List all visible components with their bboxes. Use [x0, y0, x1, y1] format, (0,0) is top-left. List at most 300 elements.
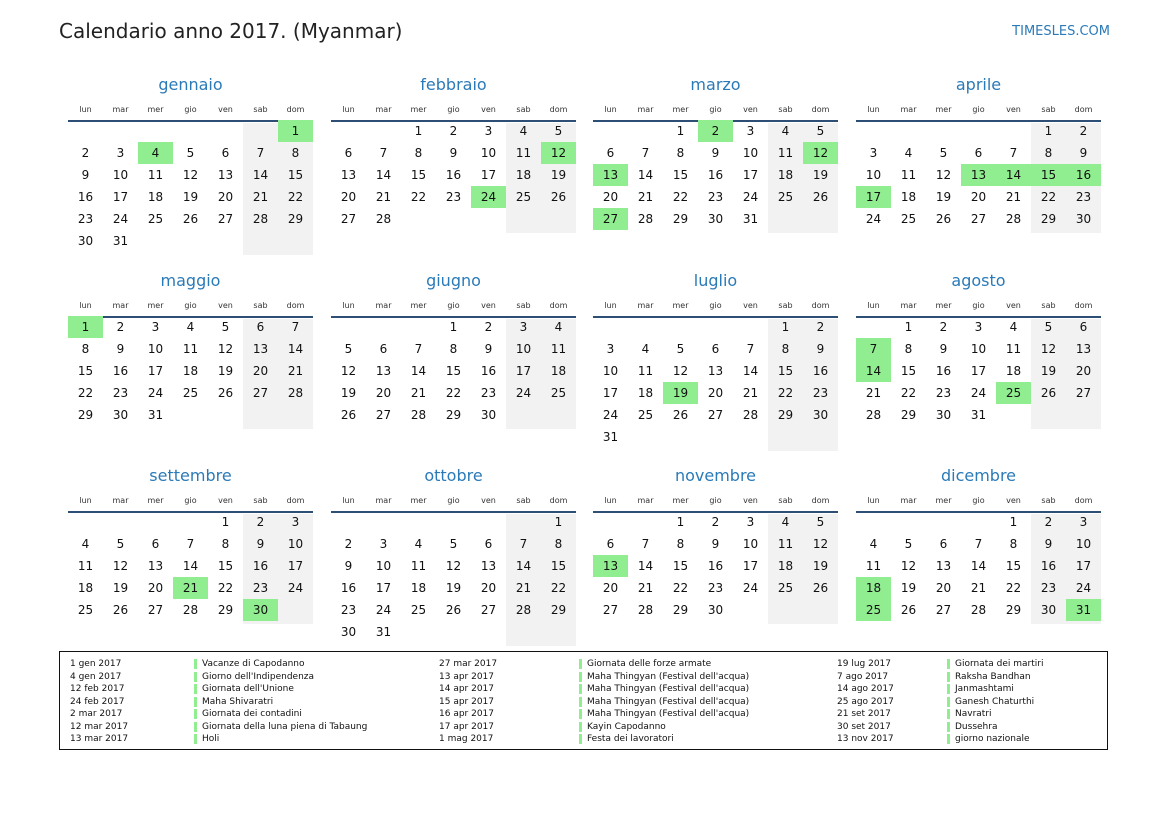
holiday-date: 24 feb 2017 — [70, 696, 125, 707]
day-cell: 25 — [410, 603, 427, 617]
weekday-label: ven — [218, 496, 233, 505]
weekday-label: gio — [972, 105, 985, 114]
day-cell: 25 — [637, 408, 654, 422]
day-cell: 18 — [1005, 364, 1022, 378]
day-cell: 6 — [221, 146, 230, 160]
day-cell: 15 — [287, 168, 304, 182]
weekday-label: mar — [112, 496, 129, 505]
day-cell: 10 — [287, 537, 304, 551]
day-cell: 31 — [147, 408, 164, 422]
month-name: agosto — [951, 271, 1006, 290]
day-cell: 7 — [641, 146, 650, 160]
holiday-day-cell: 31 — [1066, 599, 1101, 621]
day-cell: 24 — [147, 386, 164, 400]
day-cell: 25 — [777, 581, 794, 595]
month-name: dicembre — [940, 466, 1017, 485]
weekday-label: lun — [79, 496, 92, 505]
day-cell: 28 — [865, 408, 882, 422]
month-name: giugno — [426, 271, 481, 290]
holiday-day-cell: 30 — [243, 599, 278, 621]
holiday-date: 15 apr 2017 — [439, 696, 495, 707]
holiday-row — [70, 683, 430, 696]
holiday-marker — [194, 672, 197, 682]
day-cell: 21 — [287, 364, 304, 378]
holiday-day-cell: 13 — [593, 555, 628, 577]
holiday-marker — [947, 684, 950, 694]
holiday-marker — [947, 722, 950, 732]
day-cell: 1 — [1009, 515, 1018, 529]
weekday-label: mar — [637, 301, 654, 310]
day-cell: 24 — [865, 212, 882, 226]
day-cell: 12 — [445, 559, 462, 573]
holiday-name: Janmashtami — [955, 684, 1014, 694]
day-cell: 10 — [147, 342, 164, 356]
day-cell: 5 — [676, 342, 685, 356]
holiday-column — [837, 658, 1169, 746]
day-cell: 10 — [480, 146, 497, 160]
day-cell: 30 — [1040, 603, 1057, 617]
day-cell: 3 — [974, 320, 983, 334]
day-cell: 31 — [375, 625, 392, 639]
day-cell: 13 — [480, 559, 497, 573]
day-cell: 25 — [550, 386, 567, 400]
day-cell: 14 — [742, 364, 759, 378]
day-cell: 8 — [81, 342, 90, 356]
day-cell: 3 — [1079, 515, 1088, 529]
weekday-label: lun — [867, 105, 880, 114]
holiday-day-cell: 27 — [593, 208, 628, 230]
holiday-name: Vacanze di Capodanno — [202, 659, 305, 669]
weekday-label: dom — [286, 105, 305, 114]
weekday-label: lun — [342, 105, 355, 114]
weekday-label: mer — [935, 105, 952, 114]
day-cell: 29 — [672, 212, 689, 226]
weekday-label: mer — [935, 496, 952, 505]
day-cell: 15 — [410, 168, 427, 182]
day-cell: 14 — [375, 168, 392, 182]
day-cell: 4 — [554, 320, 563, 334]
day-cell: 23 — [707, 581, 724, 595]
day-cell: 17 — [112, 190, 129, 204]
weekday-label: dom — [811, 496, 830, 505]
weekday-label: sab — [1041, 301, 1056, 310]
day-cell: 10 — [970, 342, 987, 356]
day-cell: 2 — [449, 124, 458, 138]
holiday-day-cell: 1 — [68, 316, 103, 338]
day-cell: 6 — [711, 342, 720, 356]
day-cell: 16 — [77, 190, 94, 204]
holiday-date: 14 ago 2017 — [837, 684, 894, 694]
holiday-row — [837, 708, 1169, 721]
day-cell: 12 — [112, 559, 129, 573]
holiday-marker — [947, 672, 950, 682]
day-cell: 4 — [186, 320, 195, 334]
day-cell: 30 — [1075, 212, 1092, 226]
day-cell: 17 — [515, 364, 532, 378]
holiday-row — [439, 683, 799, 696]
day-cell: 8 — [676, 146, 685, 160]
day-cell: 28 — [515, 603, 532, 617]
day-cell: 7 — [641, 537, 650, 551]
holiday-marker — [579, 659, 582, 669]
day-cell: 9 — [484, 342, 493, 356]
holiday-marker — [579, 672, 582, 682]
weekday-label: dom — [1074, 105, 1093, 114]
day-cell: 9 — [816, 342, 825, 356]
day-cell: 10 — [375, 559, 392, 573]
day-cell: 5 — [221, 320, 230, 334]
holiday-name: Maha Thingyan (Festival dell'acqua) — [587, 696, 750, 707]
day-cell: 17 — [375, 581, 392, 595]
day-cell: 6 — [1079, 320, 1088, 334]
weekday-label: ven — [1006, 496, 1021, 505]
weekday-label: ven — [218, 105, 233, 114]
day-cell: 8 — [1044, 146, 1053, 160]
brand-link[interactable]: TIMESLES.COM — [1012, 24, 1110, 39]
day-cell: 28 — [375, 212, 392, 226]
holiday-marker — [194, 722, 197, 732]
day-cell: 13 — [340, 168, 357, 182]
day-cell: 2 — [711, 515, 720, 529]
day-cell: 10 — [742, 537, 759, 551]
holiday-row — [439, 671, 799, 684]
day-cell: 13 — [375, 364, 392, 378]
day-cell: 17 — [602, 386, 619, 400]
holiday-marker — [194, 684, 197, 694]
day-cell: 2 — [344, 537, 353, 551]
day-cell: 15 — [445, 364, 462, 378]
day-cell: 3 — [116, 146, 125, 160]
day-cell: 18 — [777, 559, 794, 573]
day-cell: 20 — [602, 581, 619, 595]
weekday-label: dom — [549, 301, 568, 310]
weekday-label: gio — [709, 301, 722, 310]
holiday-date: 13 nov 2017 — [837, 734, 894, 744]
day-cell: 27 — [602, 603, 619, 617]
day-cell: 22 — [550, 581, 567, 595]
day-cell: 13 — [217, 168, 234, 182]
holiday-date: 16 apr 2017 — [439, 709, 495, 719]
month-name: aprile — [955, 75, 1002, 94]
holiday-marker — [194, 697, 197, 707]
day-cell: 23 — [77, 212, 94, 226]
day-cell: 4 — [414, 537, 423, 551]
day-cell: 1 — [904, 320, 913, 334]
day-cell: 6 — [344, 146, 353, 160]
day-cell: 27 — [707, 408, 724, 422]
holiday-column — [439, 658, 799, 746]
day-cell: 15 — [900, 364, 917, 378]
day-cell: 3 — [746, 124, 755, 138]
holiday-row — [70, 671, 430, 684]
month-name: marzo — [690, 75, 741, 94]
holiday-date: 30 set 2017 — [837, 721, 891, 732]
day-cell: 11 — [900, 168, 917, 182]
day-cell: 14 — [182, 559, 199, 573]
weekday-label: dom — [286, 496, 305, 505]
day-cell: 9 — [711, 537, 720, 551]
holiday-date: 4 gen 2017 — [70, 671, 122, 682]
day-cell: 17 — [742, 168, 759, 182]
weekday-label: sab — [516, 496, 531, 505]
day-cell: 26 — [445, 603, 462, 617]
day-cell: 16 — [707, 168, 724, 182]
holiday-day-cell: 17 — [856, 186, 891, 208]
weekday-label: mer — [935, 301, 952, 310]
day-cell: 6 — [151, 537, 160, 551]
day-cell: 1 — [676, 515, 685, 529]
day-cell: 29 — [77, 408, 94, 422]
day-cell: 3 — [484, 124, 493, 138]
day-cell: 21 — [637, 190, 654, 204]
day-cell: 28 — [1005, 212, 1022, 226]
holiday-row — [837, 658, 1169, 671]
day-cell: 5 — [186, 146, 195, 160]
day-cell: 12 — [672, 364, 689, 378]
day-cell: 27 — [1075, 386, 1092, 400]
day-cell: 25 — [182, 386, 199, 400]
day-cell: 3 — [519, 320, 528, 334]
day-cell: 12 — [217, 342, 234, 356]
month-name: novembre — [674, 466, 757, 485]
day-cell: 18 — [900, 190, 917, 204]
holiday-marker — [194, 709, 197, 719]
weekday-label: sab — [778, 301, 793, 310]
day-cell: 14 — [637, 168, 654, 182]
holiday-marker — [947, 734, 950, 744]
day-cell: 26 — [112, 603, 129, 617]
holiday-marker — [579, 722, 582, 732]
day-cell: 15 — [550, 559, 567, 573]
day-cell: 2 — [816, 320, 825, 334]
day-cell: 21 — [515, 581, 532, 595]
day-cell: 27 — [340, 212, 357, 226]
day-cell: 16 — [112, 364, 129, 378]
day-cell: 11 — [777, 537, 794, 551]
holiday-day-cell: 15 — [1031, 164, 1066, 186]
day-cell: 20 — [480, 581, 497, 595]
day-cell: 5 — [116, 537, 125, 551]
day-cell: 19 — [112, 581, 129, 595]
day-cell: 11 — [777, 146, 794, 160]
day-cell: 12 — [900, 559, 917, 573]
day-cell: 25 — [77, 603, 94, 617]
day-cell: 19 — [445, 581, 462, 595]
day-cell: 16 — [812, 364, 829, 378]
day-cell: 15 — [1005, 559, 1022, 573]
holiday-day-cell: 14 — [856, 360, 891, 382]
weekday-label: mar — [375, 496, 392, 505]
day-cell: 4 — [904, 146, 913, 160]
weekday-label: sab — [1041, 496, 1056, 505]
holiday-day-cell: 13 — [961, 164, 996, 186]
day-cell: 4 — [81, 537, 90, 551]
day-cell: 8 — [676, 537, 685, 551]
holiday-marker — [194, 659, 197, 669]
holiday-date: 14 apr 2017 — [439, 684, 495, 694]
holiday-day-cell: 14 — [996, 164, 1031, 186]
day-cell: 6 — [939, 537, 948, 551]
weekday-label: gio — [709, 105, 722, 114]
day-cell: 27 — [970, 212, 987, 226]
day-cell: 26 — [900, 603, 917, 617]
holiday-day-cell: 7 — [856, 338, 891, 360]
day-cell: 30 — [707, 212, 724, 226]
day-cell: 9 — [449, 146, 458, 160]
day-cell: 29 — [550, 603, 567, 617]
weekday-label: gio — [972, 496, 985, 505]
day-cell: 7 — [291, 320, 300, 334]
day-cell: 30 — [812, 408, 829, 422]
day-cell: 8 — [781, 342, 790, 356]
weekday-label: ven — [743, 496, 758, 505]
weekday-label: sab — [253, 496, 268, 505]
day-cell: 11 — [550, 342, 567, 356]
weekday-label: gio — [447, 496, 460, 505]
holiday-date: 25 ago 2017 — [837, 696, 894, 707]
day-cell: 27 — [147, 603, 164, 617]
day-cell: 25 — [147, 212, 164, 226]
day-cell: 8 — [221, 537, 230, 551]
day-cell: 24 — [742, 581, 759, 595]
day-cell: 26 — [217, 386, 234, 400]
day-cell: 1 — [676, 124, 685, 138]
day-cell: 30 — [480, 408, 497, 422]
day-cell: 31 — [742, 212, 759, 226]
day-cell: 4 — [869, 537, 878, 551]
weekday-label: ven — [481, 496, 496, 505]
day-cell: 7 — [746, 342, 755, 356]
day-cell: 20 — [602, 190, 619, 204]
weekday-label: lun — [867, 496, 880, 505]
day-cell: 13 — [147, 559, 164, 573]
day-cell: 19 — [217, 364, 234, 378]
weekday-label: gio — [972, 301, 985, 310]
weekday-label: gio — [184, 301, 197, 310]
day-cell: 8 — [291, 146, 300, 160]
day-cell: 5 — [904, 537, 913, 551]
weekday-label: mar — [112, 105, 129, 114]
day-cell: 20 — [147, 581, 164, 595]
holiday-row — [837, 696, 1169, 709]
weekday-label: mer — [410, 301, 427, 310]
weekday-label: gio — [184, 105, 197, 114]
day-cell: 26 — [340, 408, 357, 422]
day-cell: 15 — [777, 364, 794, 378]
day-cell: 3 — [379, 537, 388, 551]
day-cell: 4 — [1009, 320, 1018, 334]
day-cell: 19 — [1040, 364, 1057, 378]
day-cell: 28 — [742, 408, 759, 422]
month-rule — [331, 511, 576, 513]
weekday-label: ven — [743, 105, 758, 114]
weekday-label: mer — [410, 105, 427, 114]
day-cell: 8 — [904, 342, 913, 356]
holiday-date: 1 mag 2017 — [439, 734, 494, 744]
day-cell: 5 — [344, 342, 353, 356]
day-cell: 5 — [816, 515, 825, 529]
day-cell: 24 — [375, 603, 392, 617]
day-cell: 29 — [217, 603, 234, 617]
day-cell: 22 — [445, 386, 462, 400]
holiday-date: 7 ago 2017 — [837, 671, 889, 682]
day-cell: 3 — [746, 515, 755, 529]
day-cell: 18 — [147, 190, 164, 204]
day-cell: 14 — [637, 559, 654, 573]
day-cell: 24 — [742, 190, 759, 204]
day-cell: 30 — [112, 408, 129, 422]
holiday-name: Maha Thingyan (Festival dell'acqua) — [587, 671, 750, 682]
weekday-label: dom — [549, 105, 568, 114]
day-cell: 20 — [935, 581, 952, 595]
day-cell: 31 — [602, 430, 619, 444]
day-cell: 21 — [865, 386, 882, 400]
month-name: maggio — [160, 271, 221, 290]
holiday-row — [70, 658, 430, 671]
holiday-date: 1 gen 2017 — [70, 659, 122, 669]
holiday-row — [439, 658, 799, 671]
day-cell: 27 — [217, 212, 234, 226]
day-cell: 18 — [77, 581, 94, 595]
weekday-label: dom — [1074, 496, 1093, 505]
holiday-day-cell: 1 — [278, 120, 313, 142]
day-cell: 23 — [252, 581, 269, 595]
holiday-date: 13 apr 2017 — [439, 671, 495, 682]
day-cell: 5 — [449, 537, 458, 551]
holiday-name: Kayin Capodanno — [587, 721, 666, 732]
day-cell: 18 — [777, 168, 794, 182]
day-cell: 22 — [410, 190, 427, 204]
weekday-label: mer — [147, 301, 164, 310]
day-cell: 26 — [1040, 386, 1057, 400]
day-cell: 6 — [379, 342, 388, 356]
day-cell: 21 — [410, 386, 427, 400]
day-cell: 3 — [869, 146, 878, 160]
holiday-marker — [194, 734, 197, 744]
day-cell: 23 — [1040, 581, 1057, 595]
holiday-row — [439, 708, 799, 721]
weekday-label: mar — [900, 301, 917, 310]
weekday-label: dom — [549, 496, 568, 505]
weekday-label: mar — [375, 301, 392, 310]
day-cell: 11 — [637, 364, 654, 378]
day-cell: 14 — [252, 168, 269, 182]
day-cell: 9 — [1044, 537, 1053, 551]
day-cell: 21 — [375, 190, 392, 204]
month-name: febbraio — [420, 75, 487, 94]
weekday-label: sab — [253, 105, 268, 114]
day-cell: 24 — [112, 212, 129, 226]
holiday-name: Festa dei lavoratori — [587, 734, 674, 744]
holiday-day-cell: 19 — [663, 382, 698, 404]
weekday-label: lun — [867, 301, 880, 310]
weekday-label: sab — [1041, 105, 1056, 114]
day-cell: 11 — [147, 168, 164, 182]
day-cell: 19 — [550, 168, 567, 182]
day-cell: 29 — [672, 603, 689, 617]
day-cell: 20 — [252, 364, 269, 378]
day-cell: 10 — [865, 168, 882, 182]
holiday-marker — [579, 734, 582, 744]
day-cell: 7 — [379, 146, 388, 160]
holiday-name: Dussehra — [955, 721, 998, 732]
holiday-day-cell: 24 — [471, 186, 506, 208]
day-cell: 21 — [252, 190, 269, 204]
day-cell: 2 — [256, 515, 265, 529]
day-cell: 18 — [550, 364, 567, 378]
month-name: gennaio — [158, 75, 223, 94]
holiday-row — [70, 696, 430, 709]
